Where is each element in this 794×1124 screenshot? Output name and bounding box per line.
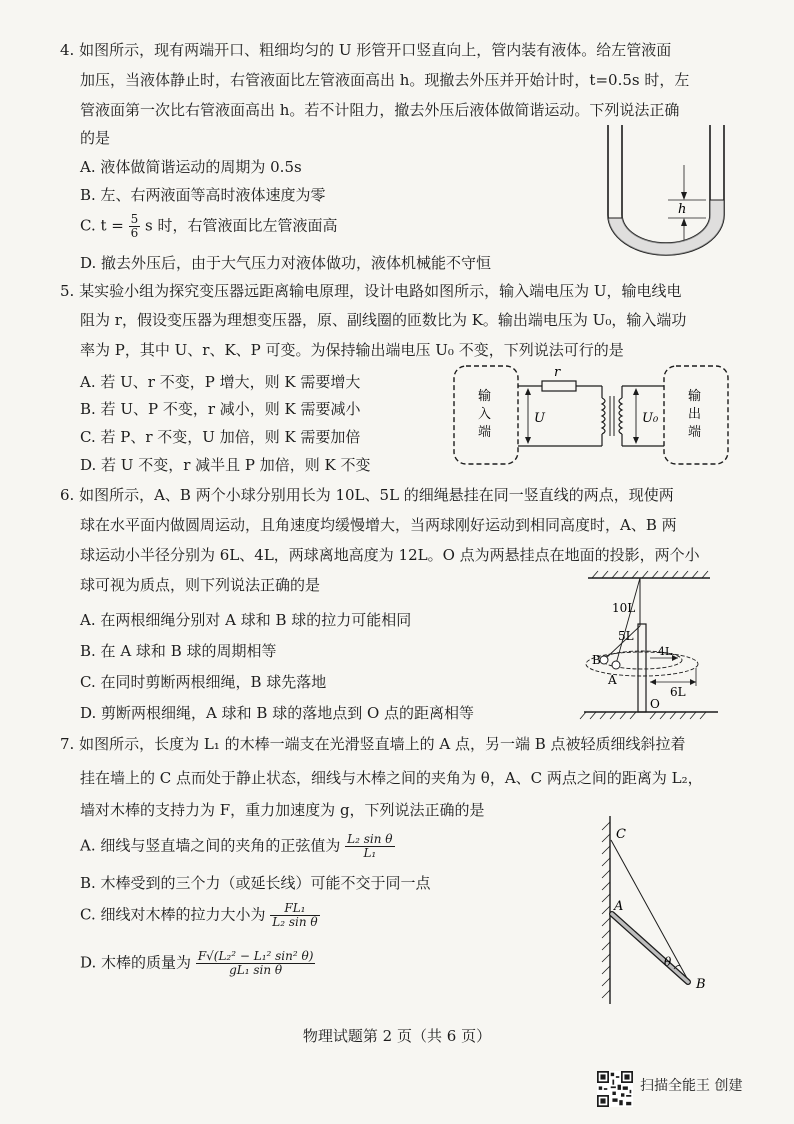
q7-option-c — [80, 902, 320, 929]
q4-figure-h-label: h — [678, 202, 687, 217]
q7-option-d — [80, 950, 315, 977]
q6-figure-10l-label: 10L — [612, 601, 636, 615]
q7-stem-line1: 7. 如图所示，长度为 L₁ 的木棒一端支在光滑竖直墙上的 A 点，另一端 B 点被轻质细线斜拉着 — [60, 735, 686, 753]
q4-option-c-denominator: 6 — [130, 226, 139, 240]
q7-option-d-denominator: gL₁ sin θ — [229, 963, 283, 977]
q5-figure-output-char3: 端 — [688, 425, 702, 440]
q4-stem-line4: 的是 — [80, 129, 111, 147]
page-footer: 物理试题第 2 页（共 6 页） — [302, 1027, 492, 1045]
q6-figure-b-label: B — [592, 653, 601, 667]
q7-option-a — [80, 833, 395, 860]
q5-option-c: C. 若 P、r 不变，U 加倍，则 K 需要加倍 — [80, 428, 361, 446]
q4-option-c-suffix: s 时，右管液面比左管液面高 — [145, 216, 338, 235]
q7-option-b: B. 木棒受到的三个力（或延长线）可能不交于同一点 — [80, 874, 431, 892]
q5-option-b: B. 若 U、P 不变，r 减小，则 K 需要减小 — [80, 400, 361, 418]
q7-figure-a-label: A — [614, 899, 624, 914]
q7-option-c-fraction — [270, 902, 319, 929]
q6-stem-line2: 球在水平面内做圆周运动，且角速度均缓慢增大，当两球刚好运动到相同高度时，A、B 两 — [80, 516, 677, 534]
q6-stem-line4: 球可视为质点，则下列说法正确的是 — [80, 576, 321, 594]
q5-figure-u-label: U — [534, 411, 545, 426]
q4-option-a: A. 液体做简谐运动的周期为 0.5s — [80, 158, 302, 176]
q5-stem-line2: 阻为 r，假设变压器为理想变压器，原、副线圈的匝数比为 K。输出端电压为 U₀，输入端功 — [80, 311, 687, 329]
scanner-watermark: 扫描全能王 创建 — [640, 1078, 743, 1094]
q5-figure-input-char1: 输 — [478, 389, 492, 404]
q7-stem-line3: 墙对木棒的支持力为 F，重力加速度为 g，下列说法正确的是 — [80, 801, 485, 819]
q4-option-c — [80, 213, 338, 240]
q7-figure-b-label: B — [696, 977, 706, 992]
q6-figure-o-label: O — [650, 697, 660, 711]
q6-stem-line3: 球运动小半径分别为 6L、4L，两球离地高度为 12L。O 点为两悬挂点在地面的投影，两个小 — [80, 546, 700, 564]
q7-figure-theta-label: θ — [664, 955, 672, 969]
q6-figure-4l-label: 4L — [658, 645, 673, 658]
q7-option-c-numerator: FL₁ — [270, 902, 319, 916]
q7-option-c-prefix: C. 细线对木棒的拉力大小为 — [80, 905, 266, 924]
q6-stem-line1: 6. 如图所示，A、B 两个小球分别用长为 10L、5L 的细绳悬挂在同一竖直线的两点，现使两 — [60, 486, 674, 504]
q4-option-b: B. 左、右两液面等高时液体速度为零 — [80, 186, 326, 204]
q7-option-a-fraction — [345, 833, 394, 860]
q5-stem-line3: 率为 P，其中 U、r、K、P 可变。为保持输出端电压 U₀ 不变，下列说法可行的是 — [80, 341, 624, 359]
q4-u-tube-figure — [598, 120, 734, 262]
q7-figure-c-label: C — [616, 827, 626, 842]
q7-option-a-numerator: L₂ sin θ — [347, 832, 393, 846]
q5-figure-output-char1: 输 — [688, 389, 702, 404]
q5-figure-r-label: r — [554, 365, 561, 380]
q4-option-d: D. 撤去外压后，由于大气压力对液体做功，液体机械能不守恒 — [80, 254, 492, 272]
qr-code-icon — [597, 1071, 633, 1107]
q5-circuit-figure — [450, 358, 732, 470]
q6-option-a: A. 在两根细绳分别对 A 球和 B 球的拉力可能相同 — [80, 611, 412, 629]
q4-option-c-prefix: C. t = — [80, 216, 124, 235]
q7-stem-line2: 挂在墙上的 C 点而处于静止状态，细线与木棒之间的夹角为 θ，A、C 两点之间的距离为 L₂， — [80, 769, 703, 787]
q6-option-b: B. 在 A 球和 B 球的周期相等 — [80, 642, 277, 660]
q7-option-d-fraction — [196, 950, 316, 977]
q6-option-c: C. 在同时剪断两根细绳，B 球先落地 — [80, 673, 327, 691]
q7-option-d-numerator: F√(L₂² − L₁² sin² θ) — [197, 949, 314, 963]
q5-option-d: D. 若 U 不变，r 减半且 P 加倍，则 K 不变 — [80, 456, 371, 474]
q5-option-a: A. 若 U、r 不变，P 增大，则 K 需要增大 — [80, 373, 361, 391]
q6-figure-5l-label: 5L — [618, 629, 634, 643]
q5-figure-u0-label: U₀ — [642, 411, 659, 426]
q4-stem-line2: 加压，当液体静止时，右管液面比左管液面高出 h。现撤去外压并开始计时，t=0.5s 时，左 — [80, 71, 690, 89]
q7-rod-figure — [596, 812, 726, 1008]
q6-figure-6l-label: 6L — [670, 685, 686, 699]
q7-option-c-denominator: L₂ sin θ — [272, 915, 318, 929]
q6-figure-a-label: A — [608, 673, 617, 687]
q4-stem-line3: 管液面第一次比右管液面高出 h。若不计阻力，撤去外压后液体做简谐运动。下列说法正确 — [80, 101, 680, 119]
q4-option-c-numerator: 5 — [130, 212, 139, 226]
q7-option-a-prefix: A. 细线与竖直墙之间的夹角的正弦值为 — [80, 836, 341, 855]
q6-option-d: D. 剪断两根细绳，A 球和 B 球的落地点到 O 点的距离相等 — [80, 704, 475, 722]
q7-option-d-prefix: D. 木棒的质量为 — [80, 953, 192, 972]
q5-stem-line1: 5. 某实验小组为探究变压器远距离输电原理，设计电路如图所示，输入端电压为 U，输电线电 — [60, 282, 682, 300]
q4-stem-line1: 4. 如图所示，现有两端开口、粗细均匀的 U 形管开口竖直向上，管内装有液体。给左管液面 — [60, 41, 672, 59]
q5-figure-output-char2: 出 — [688, 407, 702, 422]
q4-option-c-fraction — [129, 213, 141, 240]
q5-figure-input-char2: 入 — [478, 407, 492, 422]
q6-pendulum-figure — [578, 568, 738, 720]
q7-option-a-denominator: L₁ — [363, 846, 377, 860]
q5-figure-input-char3: 端 — [478, 425, 492, 440]
